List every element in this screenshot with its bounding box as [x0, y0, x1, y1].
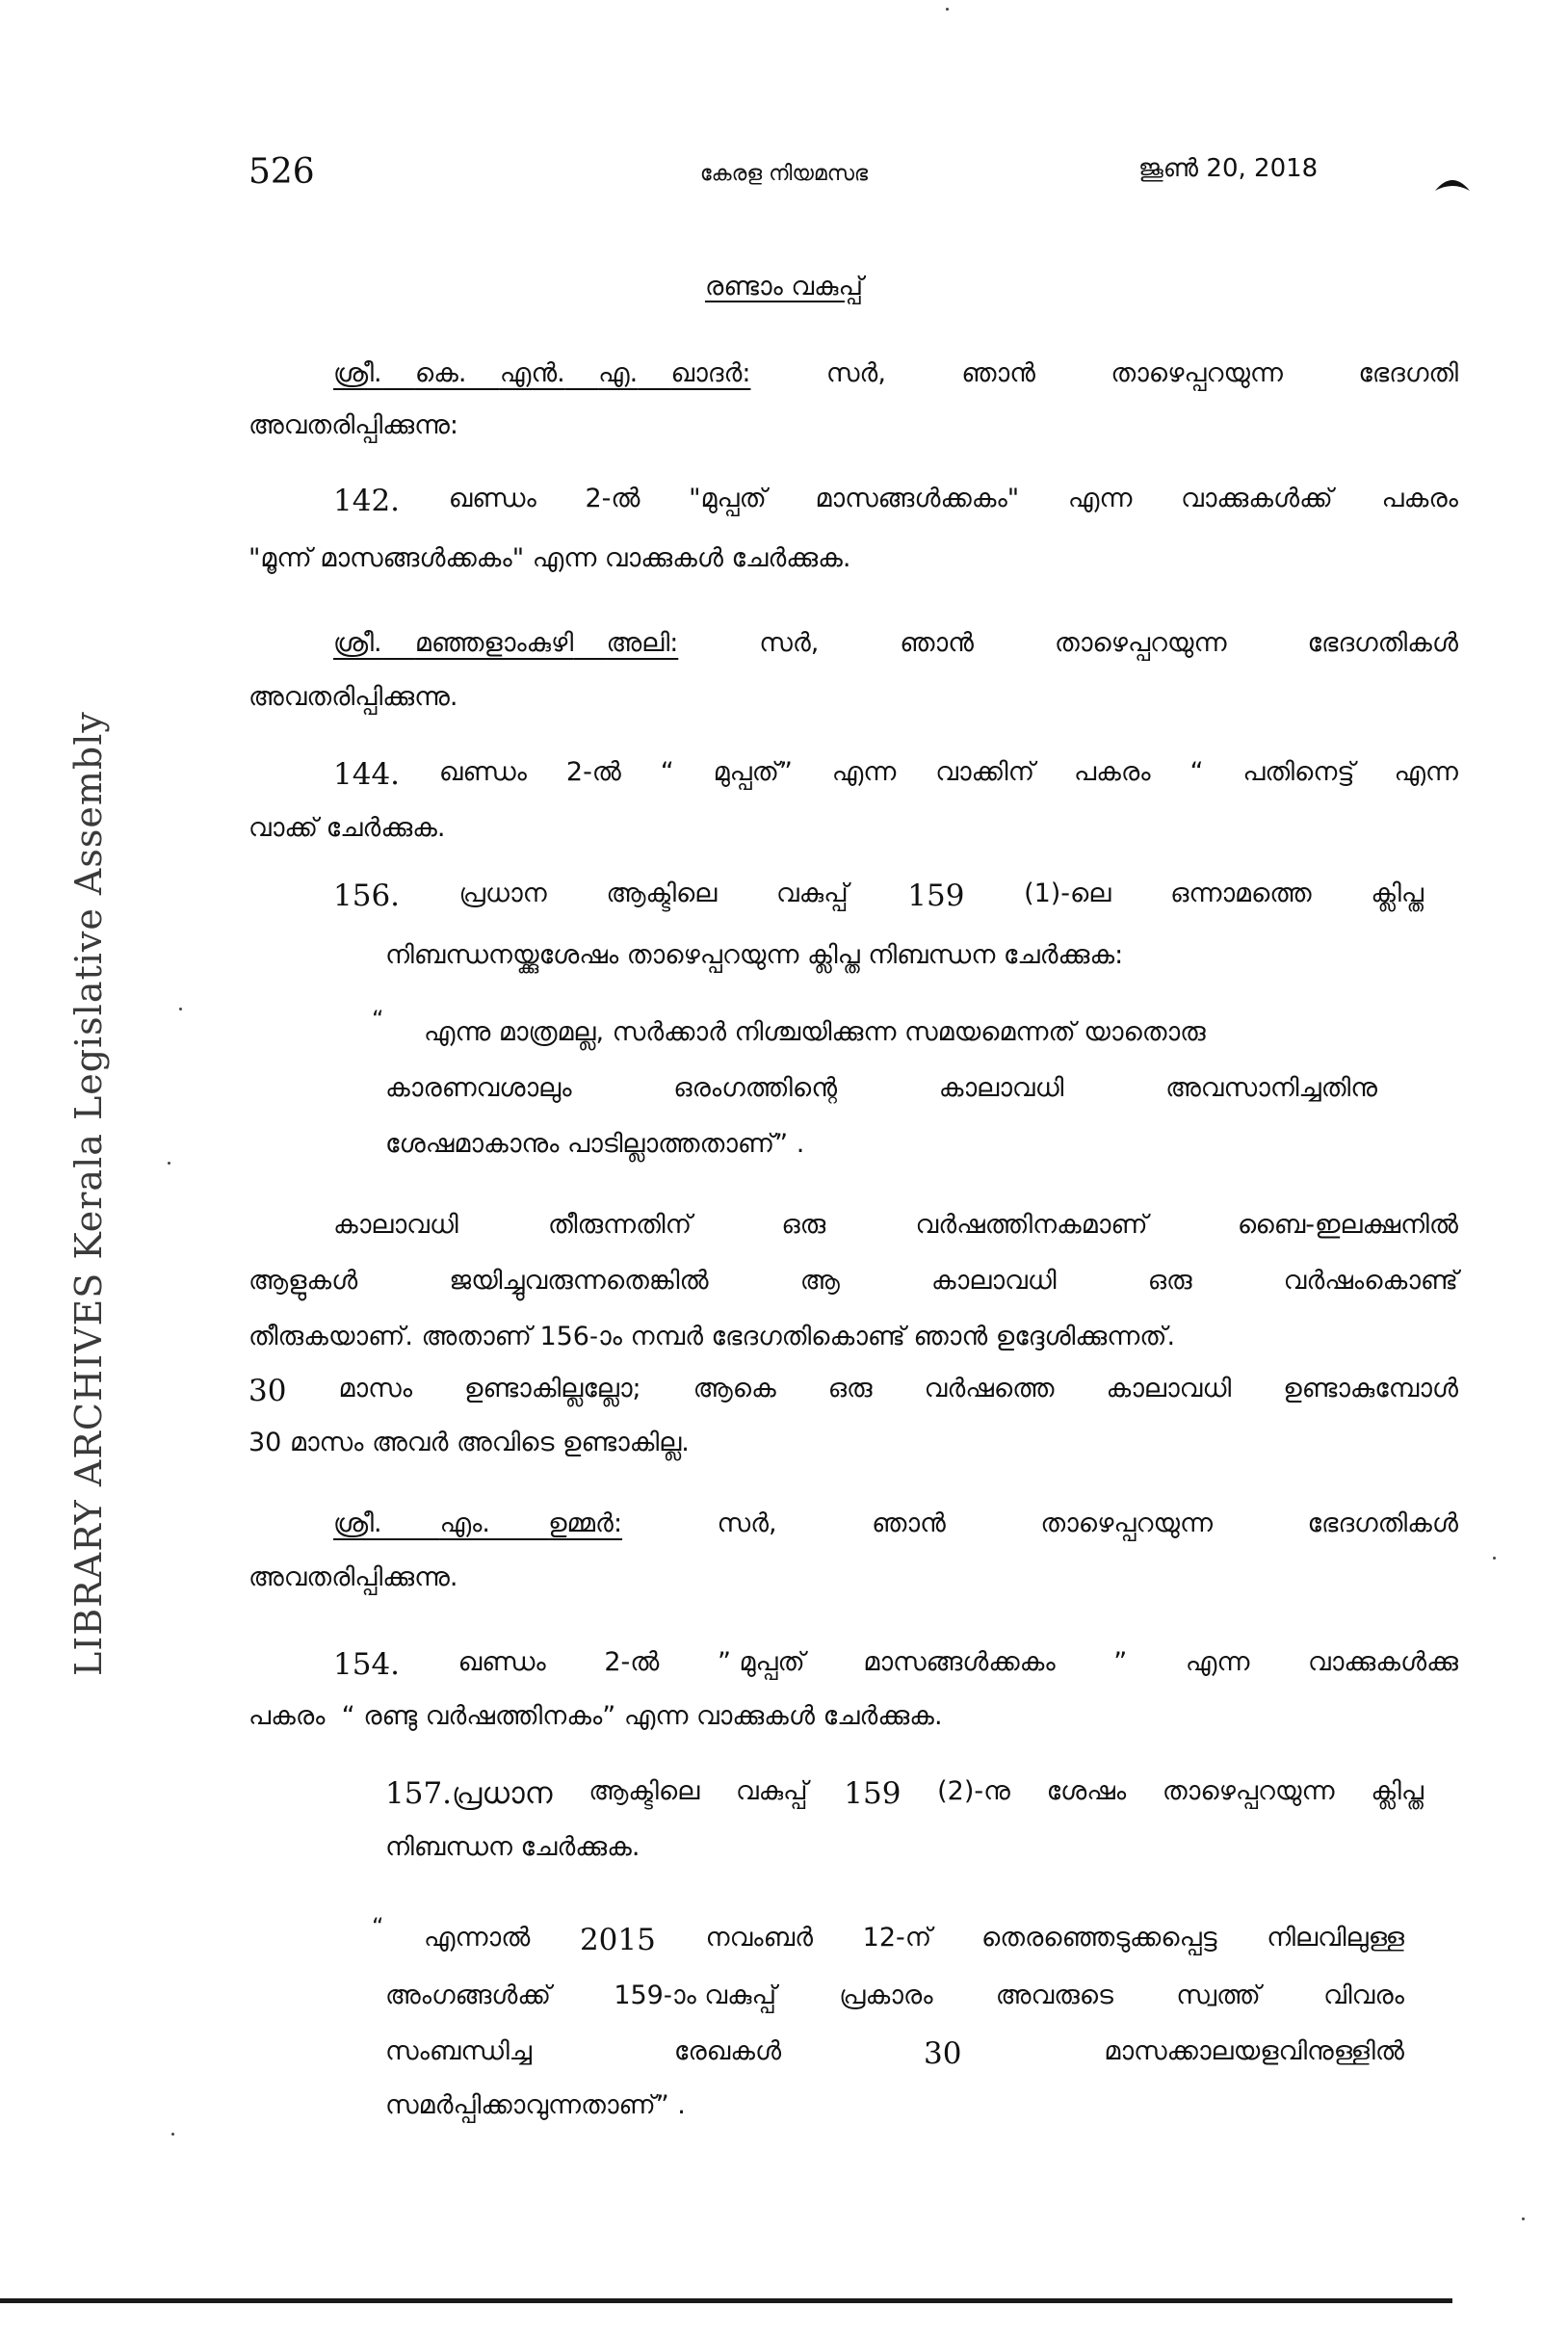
speech-line: ആളുകൾ ജയിച്ചുവരുന്നതെങ്കിൽ ആ കാലാവധി ഒരു വർഷംകൊണ്ട് — [248, 1266, 1458, 1296]
paragraph-line: "മൂന്ന് മാസങ്ങൾക്കകം" എന്ന വാക്കുകൾ ചേർക്കുക. — [248, 543, 851, 573]
paragraph-line: നിബന്ധനയ്ക്കുശേഷം താഴെപ്പറയുന്ന ക്ലിപ്ത നിബന്ധന ചേർക്കുക: — [385, 940, 1124, 970]
quoted-line: കാരണവശാലും ഒരംഗത്തിന്റെ കാലാവധി അവസാനിച്ചതിനു — [385, 1073, 1377, 1103]
scan-speck — [1493, 1557, 1496, 1560]
amendment-144-line: 144. ഖണ്ഡം 2-ൽ “ മുപ്പത്” എന്ന വാക്കിന് പകരം “ പതിനെട്ട് എന്ന — [333, 757, 1458, 792]
amendment-142-line: 142. ഖണ്ഡം 2-ൽ "മുപ്പത് മാസങ്ങൾക്കകം" എന്ന വാക്കുകൾക്ക് പകരം — [333, 484, 1458, 518]
page-number: 526 — [248, 152, 315, 192]
paragraph-line: അവതരിപ്പിക്കുന്നു: — [248, 410, 458, 440]
amendment-156-line: 156. പ്രധാന ആക്ടിലെ വകുപ്പ് 159 (1)-ലെ ഒന്നാമത്തെ ക്ലിപ്ത — [333, 879, 1424, 913]
open-quote: “ — [372, 1913, 384, 1940]
quoted-line: ശേഷമാകാനും പാടില്ലാത്തതാണ്” . — [385, 1129, 805, 1159]
quoted-line: അംഗങ്ങൾക്ക് 159-ാം വകുപ്പ് പ്രകാരം അവരുടെ സ്വത്ത് വിവരം — [385, 1980, 1404, 2010]
quoted-line: സംബന്ധിച്ച രേഖകൾ 30 മാസക്കാലയളവിനുള്ളിൽ — [385, 2036, 1404, 2071]
speech-line: 30 മാസം അവർ അവിടെ ഉണ്ടാകില്ല. — [248, 1428, 690, 1457]
speaker-line-ali: ശ്രീ. മഞ്ഞളാംകുഴി അലി: സർ, ഞാൻ താഴെപ്പറയുന്ന ഭേദഗതികൾ — [333, 628, 1458, 658]
speech-line: കാലാവധി തീരുന്നതിന് ഒരു വർഷത്തിനകമാണ് ബൈ-ഇലക്ഷനിൽ — [333, 1210, 1458, 1240]
speaker-name: ശ്രീ. മഞ്ഞളാംകുഴി അലി: — [333, 628, 679, 658]
paragraph-line: നിബന്ധന ചേർക്കുക. — [385, 1832, 640, 1862]
scan-speck — [1522, 2217, 1525, 2220]
speaker-name: ശ്രീ. എം. ഉമ്മർ: — [333, 1508, 623, 1538]
page-arrow-icon — [1433, 171, 1472, 193]
quoted-line: എന്നാൽ 2015 നവംബർ 12-ന് തെരഞ്ഞെടുക്കപ്പെട്ട നിലവിലുള്ള — [424, 1923, 1404, 1957]
speaker-line-khader: ശ്രീ. കെ. എൻ. എ. ഖാദർ: സർ, ഞാൻ താഴെപ്പറയുന്ന ഭേദഗതി — [333, 358, 1458, 388]
scan-speck — [179, 1008, 182, 1010]
paragraph-line: അവതരിപ്പിക്കുന്നു. — [248, 682, 458, 712]
section-heading-text: രണ്ടാം വകുപ്പ് — [704, 272, 864, 302]
scan-speck — [171, 2133, 174, 2136]
open-quote: “ — [372, 1006, 384, 1033]
scan-speck — [946, 8, 949, 11]
amendment-157-line: 157.പ്രധാന ആക്ടിലെ വകുപ്പ് 159 (2)-നു ശേഷം താഴെപ്പറയുന്ന ക്ലിപ്ത — [385, 1776, 1424, 1811]
speech-line: തീരുകയാണ്. അതാണ് 156-ാം നമ്പർ ഭേദഗതികൊണ്ട് ഞാൻ ഉദ്ദേശിക്കുന്നത്. — [248, 1322, 1176, 1351]
paragraph-line: പകരം “ രണ്ടു വർഷത്തിനകം” എന്ന വാക്കുകൾ ചേർക്കുക. — [248, 1701, 943, 1731]
speech-line: 30 മാസം ഉണ്ടാകില്ലല്ലോ; ആകെ ഒരു വർഷത്തെ കാലാവധി ഉണ്ടാകുമ്പോൾ — [248, 1374, 1458, 1408]
quoted-line: എന്നു മാത്രമല്ല, സർക്കാർ നിശ്ചയിക്കുന്ന സമയമെന്നത് യാതൊരു — [424, 1017, 1206, 1047]
archive-watermark: LIBRARY ARCHIVES Kerala Legislative Assembly — [67, 711, 110, 1676]
amendment-154-line: 154. ഖണ്ഡം 2-ൽ ” മുപ്പത് മാസങ്ങൾക്കകം ” എന്ന വാക്കുകൾക്കു — [333, 1647, 1458, 1682]
scan-speck — [168, 1162, 170, 1165]
bottom-rule — [0, 2298, 1452, 2303]
section-heading — [0, 272, 1568, 302]
quoted-line: സമർപ്പിക്കാവുന്നതാണ്” . — [385, 2090, 686, 2120]
page-date: ജൂൺ 20, 2018 — [1138, 154, 1319, 183]
paragraph-line: അവതരിപ്പിക്കുന്നു. — [248, 1562, 458, 1592]
paragraph-line: വാക്ക് ചേർക്കുക. — [248, 813, 446, 843]
running-title: കേരള നിയമസഭ — [699, 162, 869, 186]
speaker-name: ശ്രീ. കെ. എൻ. എ. ഖാദർ: — [333, 358, 751, 388]
speaker-line-ummer: ശ്രീ. എം. ഉമ്മർ: സർ, ഞാൻ താഴെപ്പറയുന്ന ഭേദഗതികൾ — [333, 1508, 1458, 1538]
